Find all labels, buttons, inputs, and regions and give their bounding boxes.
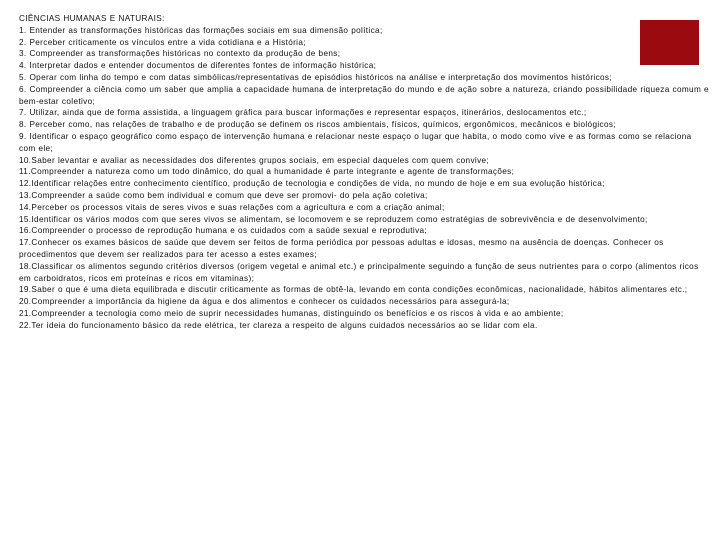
- list-item: 3. Compreender as transformações históricas no contexto da produção de bens;: [19, 49, 341, 59]
- list-item: 10.Saber levantar e avaliar as necessidades dos diferentes grupos sociais, em especial daqueles com quem convive;: [19, 155, 490, 165]
- list-item: 12.Identificar relações entre conhecimento científico, produção de tecnologia e condições de vida, no mundo de hoje e em sua evolução histórica;: [19, 179, 605, 189]
- section-heading: CIÊNCIAS HUMANAS E NATURAIS:: [19, 14, 165, 23]
- list-item: 1. Entender as transformações históricas das formações sociais em sua dimensão política;: [19, 25, 383, 35]
- list-item: 4. Interpretar dados e entender documentos de diferentes fontes de informação histórica;: [19, 61, 377, 71]
- list-item: 15.Identificar os vários modos com que seres vivos se alimentam, se locomovem e se reproduzem como estratégias de sobrevivência e de desenvolvimento;: [19, 214, 648, 224]
- list-item: 2. Perceber criticamente os vínculos entre a vida cotidiana e a História;: [19, 37, 306, 47]
- list-item: 7. Utilizar, ainda que de forma assistida, a linguagem gráfica para buscar informações e representar espaços, itinerários, deslocamentos etc.;: [19, 108, 587, 118]
- list-item: 19.Saber o que é uma dieta equilibrada e discutir criticamente as formas de obtê-la, levando em conta condições econômicas, nacionalidade, hábitos alimentares etc.;: [19, 285, 688, 295]
- list-item: 5. Operar com linha do tempo e com datas simbólicas/representativas de episódios históricos na análise e interpretação dos movimentos históricos;: [19, 72, 612, 82]
- list-item: 18.Classificar os alimentos segundo critérios diversos (origem vegetal e animal etc.) e principalmente seguindo a função de seus nutrientes para o corpo (alimentos ricos em carboidratos, ricos em proteínas e ricos em vitaminas);: [19, 261, 699, 283]
- list-item: 22.Ter ideia do funcionamento básico da rede elétrica, ter clareza a respeito de alguns cuidados necessários ao se lidar com ela.: [19, 320, 538, 330]
- list-item: 6. Compreender a ciência como um saber que amplia a capacidade humana de interpretação do mundo e de ação sobre a natureza, criando possibilidade riqueza comum e bem-estar coletivo;: [19, 84, 709, 106]
- list-item: 8. Perceber como, nas relações de trabalho e de produção se definem os riscos ambientais, físicos, químicos, ergonômicos, mecânicos e biológicos;: [19, 120, 616, 130]
- list-item: 20.Compreender a importância da higiene da água e dos alimentos e conhecer os cuidados necessários para assegurá-la;: [19, 297, 510, 307]
- list-item: 14.Perceber os processos vitais de seres vivos e suas relações com a agricultura e com a criação animal;: [19, 202, 445, 212]
- list-item: 11.Compreender a natureza como um todo dinâmico, do qual a humanidade é parte integrante e agente de transformações;: [19, 167, 515, 177]
- objectives-list: [19, 25, 709, 332]
- list-item: 17.Conhecer os exames básicos de saúde que devem ser feitos de forma periódica por pessoas adultas e idosas, mesmo na ausência de doenças. Conhecer os procedimentos que devem ser realizados para ter acesso a estes exames;: [19, 238, 664, 259]
- list-item: 21.Compreender a tecnologia como meio de suprir necessidades humanas, distinguindo os benefícios e os riscos à vida e ao ambiente;: [19, 308, 564, 318]
- list-item: 16.Compreender o processo de reprodução humana e os cuidados com a saúde sexual e reprodutiva;: [19, 226, 428, 236]
- document-body: [19, 13, 709, 332]
- list-item: 9. Identificar o espaço geográfico como espaço de intervenção humana e relacionar neste espaço o lugar que habita, o modo como vive e as formas como se relaciona com ele;: [19, 131, 692, 153]
- list-item: 13.Compreender a saúde como bem individual e comum que deve ser promovi- do pela ação coletiva;: [19, 190, 428, 200]
